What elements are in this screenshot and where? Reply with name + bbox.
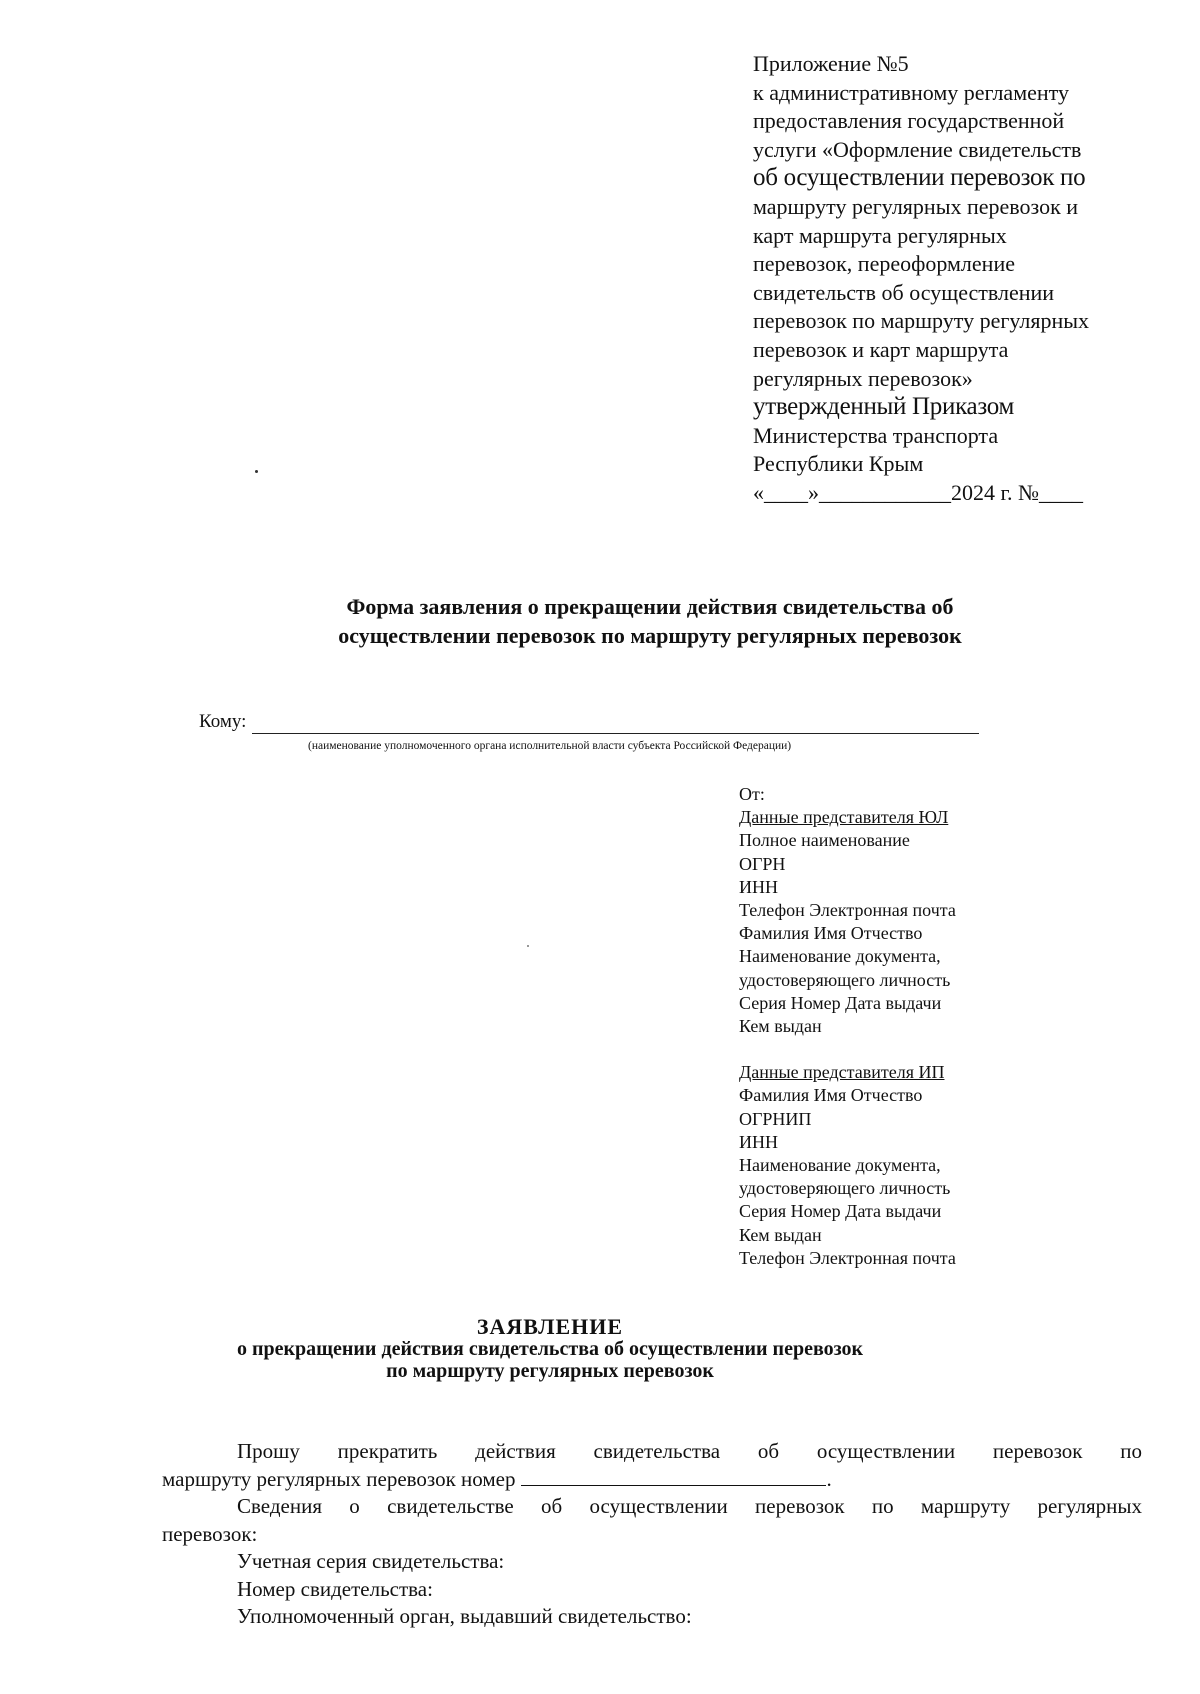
statement-heading: ЗАЯВЛЕНИЕ xyxy=(476,1314,624,1339)
ul-line: Наименование документа, xyxy=(739,946,941,967)
ip-line: Фамилия Имя Отчество xyxy=(739,1085,923,1106)
ul-line: ИНН xyxy=(739,876,778,897)
field-number: Номер свидетельства: xyxy=(237,1576,433,1601)
statement-body xyxy=(162,1438,1142,1631)
appendix-line: об осуществлении перевозок по xyxy=(753,164,1086,192)
appendix-line: предоставления государственной xyxy=(753,108,1065,134)
appendix-line: Приложение №5 xyxy=(753,51,909,76)
appendix-line: карт маршрута регулярных xyxy=(753,222,1007,248)
appendix-date-line: «____»____________2024 г. №____ xyxy=(753,479,1084,505)
ul-line: удостоверяющего личность xyxy=(739,969,951,990)
appendix-line: свидетельств об осуществлении xyxy=(753,279,1055,305)
appendix-line: Министерства транспорта xyxy=(753,422,999,448)
ul-line: Телефон Электронная почта xyxy=(739,900,956,921)
appendix-line: перевозок по маршруту регулярных xyxy=(753,308,1090,334)
ip-line: Кем выдан xyxy=(739,1224,822,1245)
statement-subtitle: по маршруту регулярных перевозок xyxy=(386,1360,714,1382)
form-title-line: осуществлении перевозок по маршруту регулярных перевозок xyxy=(338,623,962,648)
ul-line: Фамилия Имя Отчество xyxy=(739,923,923,944)
statement-title xyxy=(200,1316,900,1382)
spacer xyxy=(739,1038,1099,1061)
appendix-line: услуги «Оформление свидетельств xyxy=(753,136,1082,162)
form-title xyxy=(250,592,1050,650)
request-paragraph-line-2 xyxy=(162,1466,1142,1494)
ul-heading: Данные представителя ЮЛ xyxy=(739,807,949,828)
form-title-line: Форма заявления о прекращении действия свидетельства об xyxy=(346,594,954,619)
statement-subtitle: о прекращении действия свидетельства об осуществлении перевозок xyxy=(236,1338,864,1360)
certificate-number-field[interactable] xyxy=(521,1467,826,1486)
ul-line: ОГРН xyxy=(739,853,786,874)
appendix-line: утвержденный Приказом xyxy=(753,393,1015,421)
scan-speck xyxy=(255,470,258,473)
period: . xyxy=(826,1466,832,1491)
appendix-block xyxy=(753,50,1173,508)
appendix-line: перевозок, переоформление xyxy=(753,251,1015,277)
field-authority: Уполномоченный орган, выдавший свидетельство: xyxy=(237,1604,692,1628)
komu-field-line[interactable] xyxy=(252,733,979,734)
appendix-line: маршруту регулярных перевозок и xyxy=(753,193,1079,219)
field-series: Учетная серия свидетельства: xyxy=(237,1549,505,1573)
komu-caption: (наименование уполномоченного органа исполнительной власти субъекта Российской Федерации) xyxy=(308,740,792,752)
from-block xyxy=(739,783,1099,1270)
ip-line: Наименование документа, xyxy=(739,1155,941,1176)
info-paragraph-line-2: перевозок: xyxy=(162,1521,258,1546)
ip-line: ОГРНИП xyxy=(739,1108,812,1129)
ul-line: Кем выдан xyxy=(739,1016,822,1037)
komu-label: Кому: xyxy=(199,711,247,732)
request-paragraph-line: Прошу прекратить действия свидетельства об осуществлении перевозок по xyxy=(237,1439,1142,1463)
ip-line: удостоверяющего личность xyxy=(739,1178,951,1199)
request-text: маршруту регулярных перевозок номер xyxy=(162,1466,516,1491)
ip-heading: Данные представителя ИП xyxy=(739,1062,945,1083)
appendix-line: регулярных перевозок» xyxy=(753,365,973,391)
appendix-line: перевозок и карт маршрута xyxy=(753,336,1009,362)
ul-line: Полное наименование xyxy=(739,830,910,851)
appendix-line: Республики Крым xyxy=(753,451,924,477)
from-label: От: xyxy=(739,784,765,804)
scan-speck xyxy=(527,945,529,947)
appendix-line: к административному регламенту xyxy=(753,79,1069,105)
ul-line: Серия Номер Дата выдачи xyxy=(739,992,942,1013)
info-paragraph-line: Сведения о свидетельстве об осуществлении перевозок по маршруту регулярных xyxy=(237,1494,1142,1518)
ip-line: ИНН xyxy=(739,1131,778,1152)
ip-line: Серия Номер Дата выдачи xyxy=(739,1201,942,1222)
ip-line: Телефон Электронная почта xyxy=(739,1247,956,1268)
